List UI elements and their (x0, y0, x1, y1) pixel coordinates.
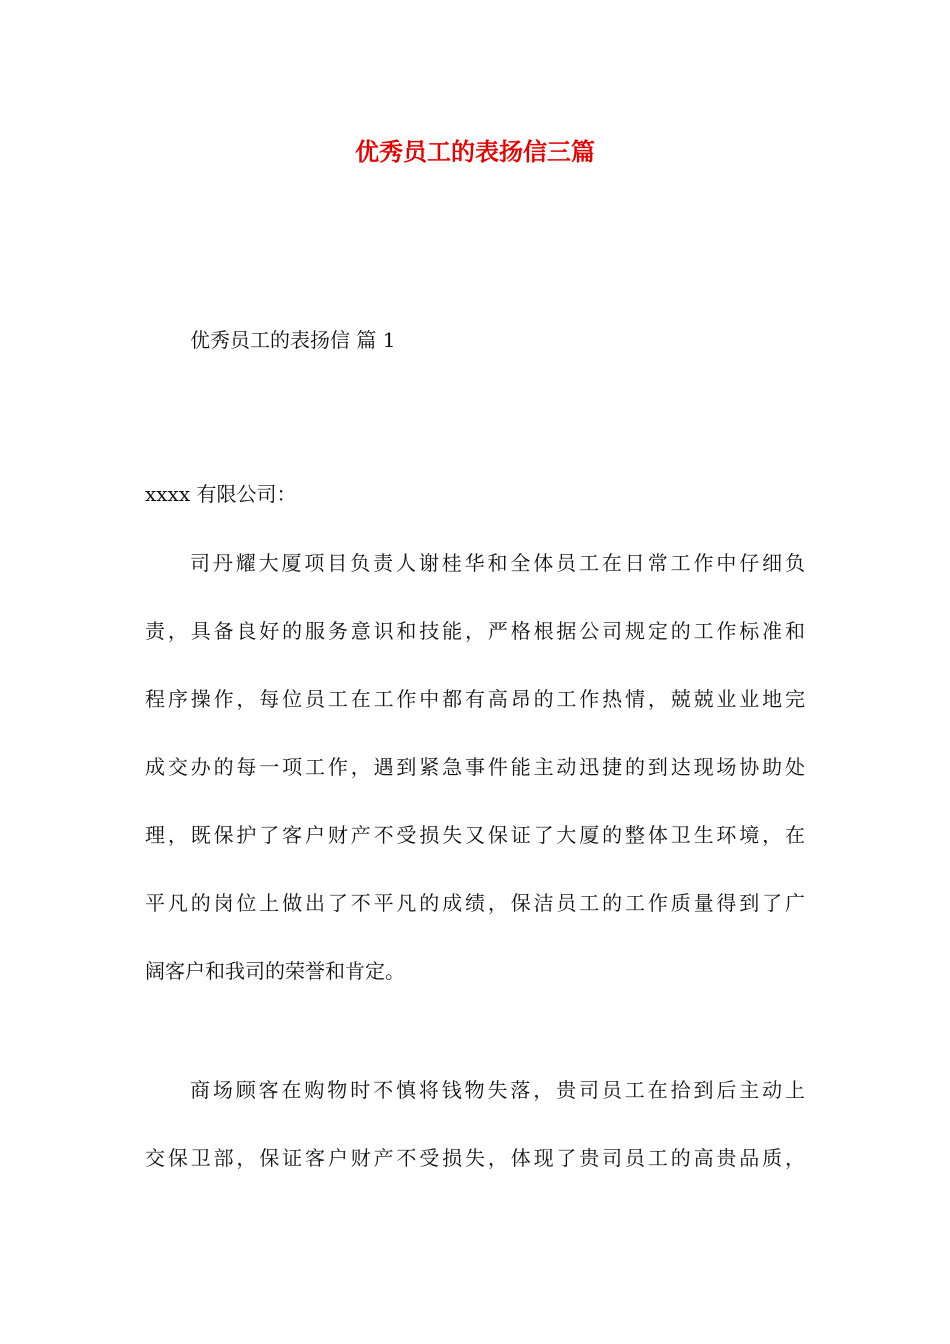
salutation: xxxx 有限公司： (145, 482, 297, 506)
paragraph-2 (145, 1073, 805, 1209)
paragraph-line: 责，具备良好的服务意识和技能，严格根据公司规定的工作标准和 (145, 619, 805, 643)
paragraph-line: 阔客户和我司的荣誉和肯定。 (145, 959, 405, 983)
paragraph-line: 平凡的岗位上做出了不平凡的成绩，保洁员工的工作质量得到了广 (145, 891, 805, 915)
paragraph-line: 司丹耀大厦项目负责人谢桂华和全体员工在日常工作中仔细负 (190, 551, 805, 575)
paragraph-line: 商场顾客在购物时不慎将钱物失落，贵司员工在拾到后主动上 (190, 1078, 805, 1102)
section-heading: 优秀员工的表扬信 篇 1 (190, 328, 396, 352)
paragraph-line: 程序操作，每位员工在工作中都有高昂的工作热情，兢兢业业地完 (145, 687, 805, 711)
paragraph-1 (145, 546, 805, 1022)
paragraph-line: 交保卫部，保证客户财产不受损失，体现了贵司员工的高贵品质， (145, 1146, 805, 1170)
paragraph-line: 成交办的每一项工作，遇到紧急事件能主动迅捷的到达现场协助处 (145, 755, 805, 779)
document-title: 优秀员工的表扬信三篇 (355, 138, 595, 166)
paragraph-line: 理，既保护了客户财产不受损失又保证了大厦的整体卫生环境，在 (145, 823, 805, 847)
